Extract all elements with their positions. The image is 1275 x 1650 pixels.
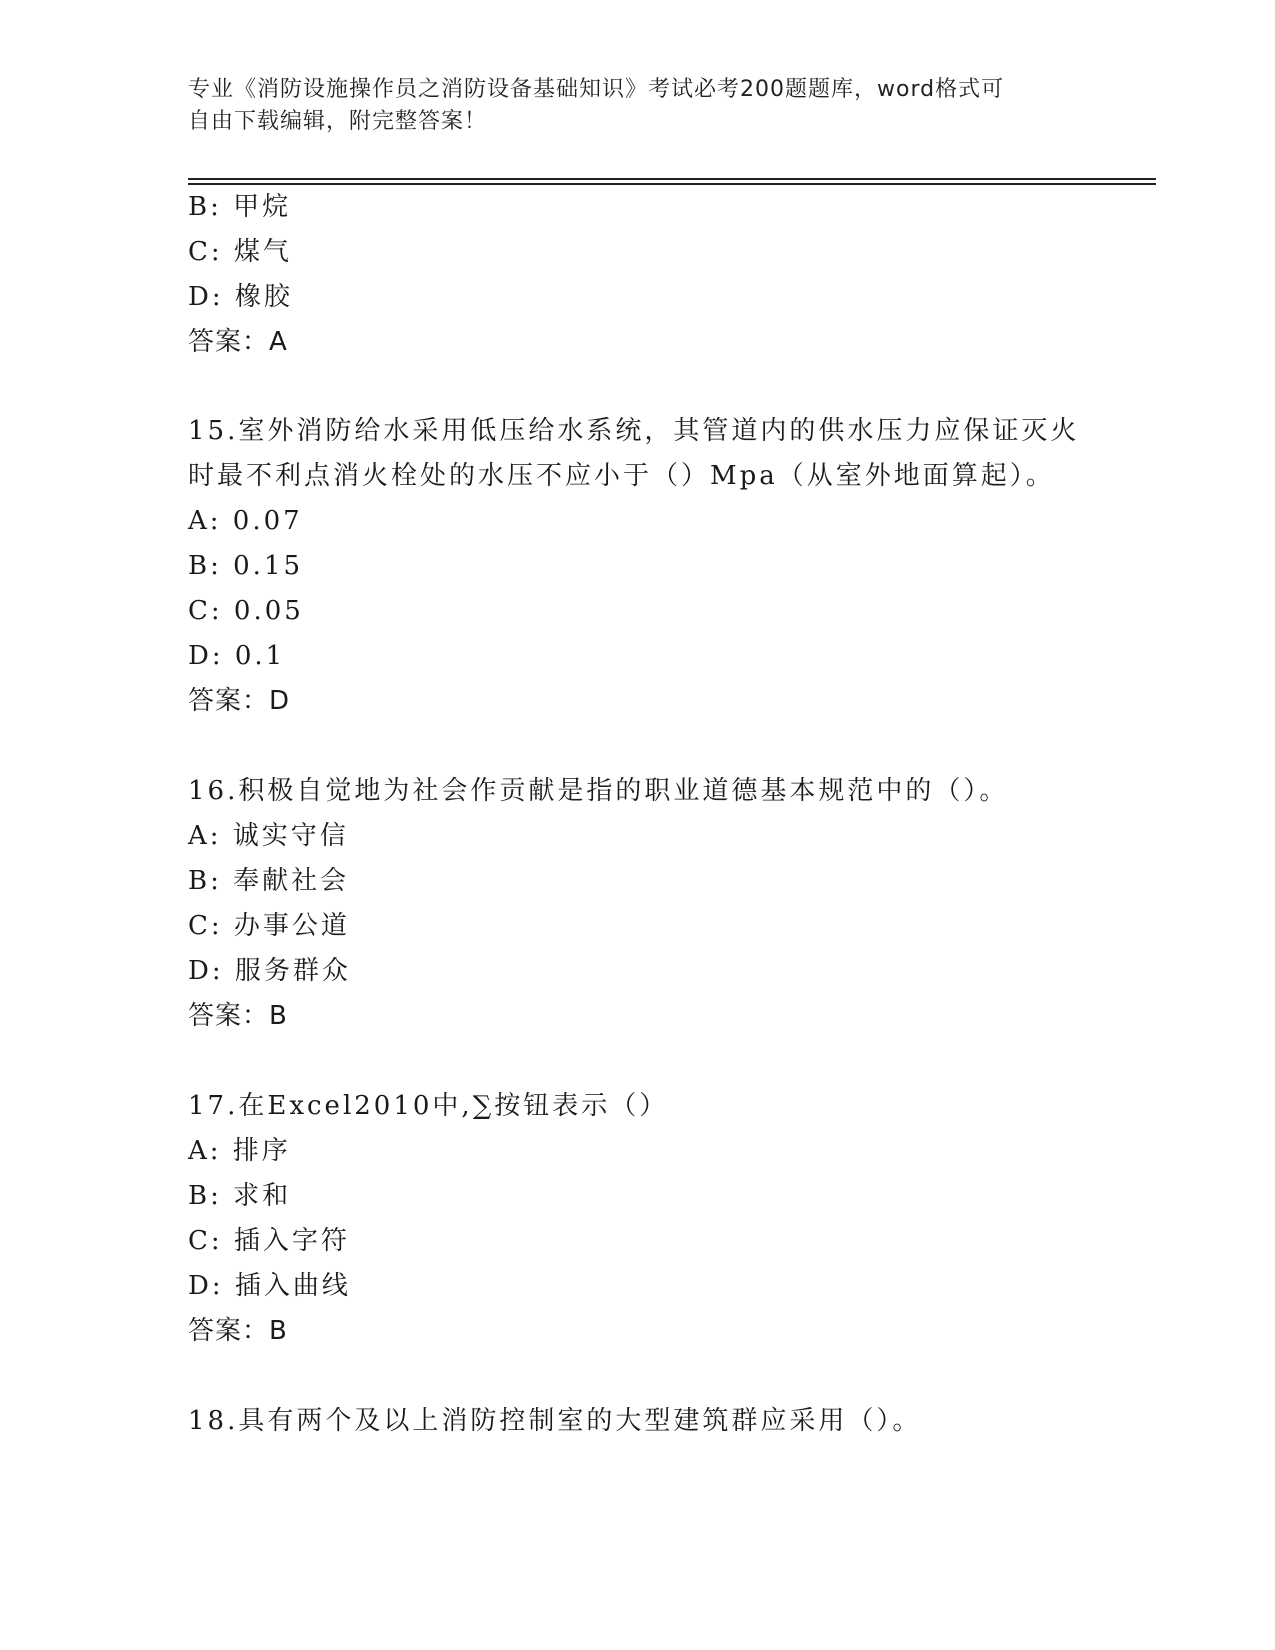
question-15-option-c: C: 0.05 — [188, 596, 304, 626]
question-16-stem: 16.积极自觉地为社会作贡献是指的职业道德基本规范中的（）。 — [188, 776, 1009, 806]
question-15-stem-line-1: 15.室外消防给水采用低压给水系统，其管道内的供水压力应保证灭火 — [188, 416, 1080, 446]
question-17-option-b: B: 求和 — [188, 1181, 292, 1211]
question-17-option-c: C: 插入字符 — [188, 1226, 350, 1256]
question-15-option-d: D: 0.1 — [188, 641, 286, 671]
question-16-option-c: C: 办事公道 — [188, 911, 350, 941]
header-line-2: 自由下载编辑，附完整答案！ — [188, 109, 488, 134]
option-d: D: 橡胶 — [188, 282, 293, 312]
document-header — [188, 74, 1088, 138]
header-rule-top — [188, 178, 1156, 180]
question-17-answer: 答案：B — [188, 1316, 288, 1346]
question-16-option-a: A: 诚实守信 — [188, 821, 349, 851]
header-line-1: 专业《消防设施操作员之消防设备基础知识》考试必考200题题库，word格式可 — [188, 77, 1005, 102]
question-15-option-b: B: 0.15 — [188, 551, 304, 581]
question-17-option-a: A: 排序 — [188, 1136, 291, 1166]
option-b: B: 甲烷 — [188, 192, 292, 222]
header-rule-bottom — [188, 183, 1156, 185]
question-16-option-d: D: 服务群众 — [188, 956, 351, 986]
question-18-stem: 18.具有两个及以上消防控制室的大型建筑群应采用（）。 — [188, 1406, 922, 1436]
question-15-option-a: A: 0.07 — [188, 506, 303, 536]
question-15-answer: 答案：D — [188, 686, 291, 716]
option-c: C: 煤气 — [188, 237, 292, 267]
question-17-stem: 17.在Excel2010中,∑按钮表示（） — [188, 1091, 669, 1121]
answer: 答案：A — [188, 327, 288, 357]
question-16-option-b: B: 奉献社会 — [188, 866, 350, 896]
question-15-stem-line-2: 时最不利点消火栓处的水压不应小于（）Mpa（从室外地面算起）。 — [188, 461, 1055, 491]
question-17-option-d: D: 插入曲线 — [188, 1271, 351, 1301]
question-16-answer: 答案：B — [188, 1001, 288, 1031]
